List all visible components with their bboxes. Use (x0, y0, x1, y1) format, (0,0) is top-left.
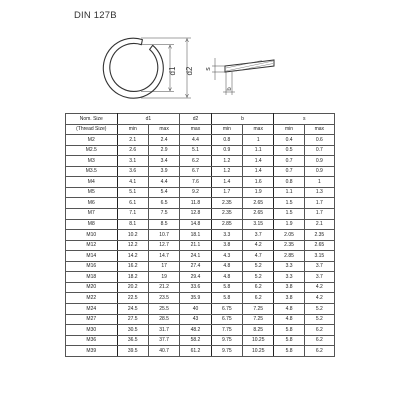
cell-d1-max: 5.4 (148, 187, 179, 198)
table-row (66, 325, 335, 336)
cell-b-min: 9.75 (211, 346, 242, 357)
table-row (66, 261, 335, 272)
cell-b-max: 5.2 (243, 261, 274, 272)
header-d1-min: min (117, 124, 148, 135)
cell-s-max: 5.2 (304, 304, 334, 315)
table-subheader-row (66, 124, 335, 135)
cell-nom-size: M6 (66, 198, 118, 209)
table-row (66, 177, 335, 188)
d2-label: d2 (185, 66, 194, 76)
cell-b-max: 3.15 (243, 219, 274, 230)
table-row (66, 198, 335, 209)
cell-nom-size: M39 (66, 346, 118, 357)
cell-s-max: 2.1 (304, 219, 334, 230)
table-row (66, 293, 335, 304)
header-b-max: max (243, 124, 274, 135)
cell-d2-max: 6.2 (180, 156, 211, 167)
cell-s-max: 1.7 (304, 208, 334, 219)
cell-b-min: 0.9 (211, 145, 242, 156)
table-row (66, 346, 335, 357)
table-row (66, 251, 335, 262)
table-row (66, 272, 335, 283)
cell-s-max: 6.2 (304, 346, 334, 357)
cell-s-min: 3.8 (274, 282, 304, 293)
cell-d1-min: 4.1 (117, 177, 148, 188)
cell-d1-max: 23.5 (148, 293, 179, 304)
s-dimension (212, 58, 225, 80)
cell-nom-size: M18 (66, 272, 118, 283)
dimensions-table (65, 113, 335, 357)
table-row (66, 230, 335, 241)
cell-d1-max: 17 (148, 261, 179, 272)
cell-s-min: 0.5 (274, 145, 304, 156)
cell-s-max: 4.2 (304, 282, 334, 293)
cell-d1-max: 4.4 (148, 177, 179, 188)
cell-s-min: 0.7 (274, 166, 304, 177)
cell-b-min: 4.3 (211, 251, 242, 262)
washer-drawing (0, 0, 400, 108)
table-row (66, 208, 335, 219)
cell-b-max: 2.65 (243, 198, 274, 209)
cell-d2-max: 48.2 (180, 325, 211, 336)
b-label: b (227, 87, 233, 91)
cell-d1-min: 3.6 (117, 166, 148, 177)
header-d1: d1 (117, 114, 180, 125)
cell-d2-max: 35.9 (180, 293, 211, 304)
cell-nom-size: M3 (66, 156, 118, 167)
cell-s-max: 0.9 (304, 156, 334, 167)
cell-nom-size: M5 (66, 187, 118, 198)
cell-d1-min: 10.2 (117, 230, 148, 241)
cell-b-min: 7.75 (211, 325, 242, 336)
cell-s-max: 1.7 (304, 198, 334, 209)
cell-s-min: 5.8 (274, 325, 304, 336)
table-row (66, 187, 335, 198)
table-row (66, 166, 335, 177)
cell-d2-max: 40 (180, 304, 211, 315)
cell-d1-max: 2.9 (148, 145, 179, 156)
cell-s-min: 3.8 (274, 293, 304, 304)
table-row (66, 314, 335, 325)
cell-d1-min: 12.2 (117, 240, 148, 251)
cell-b-max: 7.25 (243, 304, 274, 315)
cell-b-max: 8.25 (243, 325, 274, 336)
header-d1-max: max (148, 124, 179, 135)
cell-s-min: 0.4 (274, 135, 304, 146)
cell-b-max: 1.4 (243, 156, 274, 167)
cell-b-max: 5.2 (243, 272, 274, 283)
cell-d2-max: 27.4 (180, 261, 211, 272)
cell-s-min: 1.5 (274, 208, 304, 219)
cell-s-max: 1 (304, 177, 334, 188)
header-b-min: min (211, 124, 242, 135)
cell-s-min: 1.5 (274, 198, 304, 209)
cell-s-min: 5.8 (274, 335, 304, 346)
cell-d1-min: 39.5 (117, 346, 148, 357)
cell-d1-max: 7.5 (148, 208, 179, 219)
cell-d2-max: 33.6 (180, 282, 211, 293)
table-row (66, 304, 335, 315)
cell-nom-size: M10 (66, 230, 118, 241)
cell-nom-size: M12 (66, 240, 118, 251)
header-s-min: min (274, 124, 304, 135)
cell-d1-min: 27.5 (117, 314, 148, 325)
header-d2: d2 (180, 114, 211, 125)
cell-b-max: 1.9 (243, 187, 274, 198)
cell-d1-min: 6.1 (117, 198, 148, 209)
cell-d1-max: 2.4 (148, 135, 179, 146)
cell-d2-max: 61.2 (180, 346, 211, 357)
table-row (66, 135, 335, 146)
cell-b-max: 10.25 (243, 335, 274, 346)
cell-nom-size: M30 (66, 325, 118, 336)
cell-d1-min: 24.5 (117, 304, 148, 315)
cell-nom-size: M2.5 (66, 145, 118, 156)
cell-s-max: 3.7 (304, 261, 334, 272)
cell-b-min: 5.8 (211, 293, 242, 304)
cell-d1-max: 37.7 (148, 335, 179, 346)
cell-s-max: 4.2 (304, 293, 334, 304)
table-row (66, 145, 335, 156)
cell-d2-max: 7.6 (180, 177, 211, 188)
header-d2-max: max (180, 124, 211, 135)
table-row (66, 156, 335, 167)
cell-d2-max: 24.1 (180, 251, 211, 262)
cell-b-max: 4.2 (243, 240, 274, 251)
cell-d1-min: 8.1 (117, 219, 148, 230)
cell-d2-max: 14.8 (180, 219, 211, 230)
cell-b-max: 1.1 (243, 145, 274, 156)
cell-nom-size: M22 (66, 293, 118, 304)
cell-s-min: 0.8 (274, 177, 304, 188)
cell-nom-size: M24 (66, 304, 118, 315)
cell-nom-size: M16 (66, 261, 118, 272)
s-label: s (205, 67, 212, 71)
cell-s-min: 4.8 (274, 314, 304, 325)
cell-nom-size: M14 (66, 251, 118, 262)
cell-d1-min: 3.1 (117, 156, 148, 167)
cell-d1-min: 30.5 (117, 325, 148, 336)
cell-d1-min: 2.1 (117, 135, 148, 146)
washer-side-view (225, 60, 274, 72)
cell-d1-min: 20.2 (117, 282, 148, 293)
cell-s-min: 1.9 (274, 219, 304, 230)
cell-s-max: 0.6 (304, 135, 334, 146)
cell-d1-max: 6.5 (148, 198, 179, 209)
cell-b-min: 4.8 (211, 272, 242, 283)
cell-s-min: 0.7 (274, 156, 304, 167)
cell-d1-min: 14.2 (117, 251, 148, 262)
cell-nom-size: M4 (66, 177, 118, 188)
cell-d1-max: 8.5 (148, 219, 179, 230)
cell-s-min: 3.3 (274, 272, 304, 283)
cell-d2-max: 12.8 (180, 208, 211, 219)
cell-s-min: 2.05 (274, 230, 304, 241)
cell-d2-max: 11.8 (180, 198, 211, 209)
cell-b-min: 1.7 (211, 187, 242, 198)
cell-b-min: 2.35 (211, 208, 242, 219)
cell-b-min: 1.2 (211, 166, 242, 177)
cell-s-max: 0.9 (304, 166, 334, 177)
cell-d2-max: 4.4 (180, 135, 211, 146)
cell-d1-max: 3.9 (148, 166, 179, 177)
header-nom-size: Nom. Size (66, 114, 118, 125)
cell-d1-min: 18.2 (117, 272, 148, 283)
table-row (66, 219, 335, 230)
cell-b-min: 0.8 (211, 135, 242, 146)
cell-nom-size: M20 (66, 282, 118, 293)
cell-d2-max: 9.2 (180, 187, 211, 198)
cell-s-min: 5.8 (274, 346, 304, 357)
cell-s-max: 6.2 (304, 335, 334, 346)
cell-d2-max: 29.4 (180, 272, 211, 283)
cell-b-max: 1.4 (243, 166, 274, 177)
table-row (66, 335, 335, 346)
cell-nom-size: M8 (66, 219, 118, 230)
header-b: b (211, 114, 274, 125)
cell-nom-size: M7 (66, 208, 118, 219)
cell-s-min: 2.85 (274, 251, 304, 262)
cell-d1-max: 25.5 (148, 304, 179, 315)
cell-d1-max: 40.7 (148, 346, 179, 357)
table-body (66, 135, 335, 357)
cell-s-max: 2.65 (304, 240, 334, 251)
cell-b-min: 4.8 (211, 261, 242, 272)
header-s: s (274, 114, 335, 125)
cell-b-min: 6.75 (211, 304, 242, 315)
cell-b-min: 9.75 (211, 335, 242, 346)
cell-d1-max: 28.5 (148, 314, 179, 325)
cell-d1-max: 19 (148, 272, 179, 283)
cell-b-max: 2.65 (243, 208, 274, 219)
cell-s-min: 1.1 (274, 187, 304, 198)
cell-b-min: 6.75 (211, 314, 242, 325)
cell-b-min: 5.8 (211, 282, 242, 293)
d2-dimension (141, 38, 191, 98)
cell-s-max: 3.15 (304, 251, 334, 262)
cell-b-max: 6.2 (243, 293, 274, 304)
cell-b-min: 1.4 (211, 177, 242, 188)
cell-d1-max: 10.7 (148, 230, 179, 241)
cell-d1-min: 36.5 (117, 335, 148, 346)
cell-b-max: 6.2 (243, 282, 274, 293)
dimensions-table-container (65, 113, 335, 357)
cell-b-min: 3.3 (211, 230, 242, 241)
cell-d1-min: 16.2 (117, 261, 148, 272)
page-title: DIN 127B (74, 10, 117, 21)
cell-d1-max: 31.7 (148, 325, 179, 336)
d1-label: d1 (168, 66, 177, 76)
cell-d2-max: 21.1 (180, 240, 211, 251)
cell-d2-max: 18.1 (180, 230, 211, 241)
cell-d2-max: 43 (180, 314, 211, 325)
cell-d1-min: 2.6 (117, 145, 148, 156)
table-row (66, 282, 335, 293)
cell-nom-size: M27 (66, 314, 118, 325)
cell-s-min: 2.35 (274, 240, 304, 251)
header-s-max: max (304, 124, 334, 135)
cell-nom-size: M3.5 (66, 166, 118, 177)
cell-s-max: 1.3 (304, 187, 334, 198)
cell-s-max: 3.7 (304, 272, 334, 283)
cell-b-min: 3.8 (211, 240, 242, 251)
cell-d1-min: 5.1 (117, 187, 148, 198)
cell-d1-max: 3.4 (148, 156, 179, 167)
cell-s-min: 3.3 (274, 261, 304, 272)
cell-s-max: 2.35 (304, 230, 334, 241)
cell-d2-max: 58.2 (180, 335, 211, 346)
cell-nom-size: M2 (66, 135, 118, 146)
cell-s-min: 4.8 (274, 304, 304, 315)
washer-top-view (103, 38, 163, 98)
cell-d1-min: 22.5 (117, 293, 148, 304)
cell-b-max: 7.25 (243, 314, 274, 325)
cell-b-min: 1.2 (211, 156, 242, 167)
cell-d1-max: 14.7 (148, 251, 179, 262)
cell-d2-max: 6.7 (180, 166, 211, 177)
cell-b-min: 2.35 (211, 198, 242, 209)
cell-b-min: 2.85 (211, 219, 242, 230)
cell-nom-size: M36 (66, 335, 118, 346)
table-header-row (66, 114, 335, 125)
cell-s-max: 0.7 (304, 145, 334, 156)
cell-b-max: 1 (243, 135, 274, 146)
cell-b-max: 4.7 (243, 251, 274, 262)
table-row (66, 240, 335, 251)
cell-d2-max: 5.1 (180, 145, 211, 156)
cell-b-max: 1.6 (243, 177, 274, 188)
cell-b-max: 3.7 (243, 230, 274, 241)
cell-s-max: 6.2 (304, 325, 334, 336)
cell-d1-max: 12.7 (148, 240, 179, 251)
cell-d1-min: 7.1 (117, 208, 148, 219)
cell-b-max: 10.25 (243, 346, 274, 357)
cell-d1-max: 21.2 (148, 282, 179, 293)
header-thread-size: (Thread Size) (66, 124, 118, 135)
cell-s-max: 5.2 (304, 314, 334, 325)
